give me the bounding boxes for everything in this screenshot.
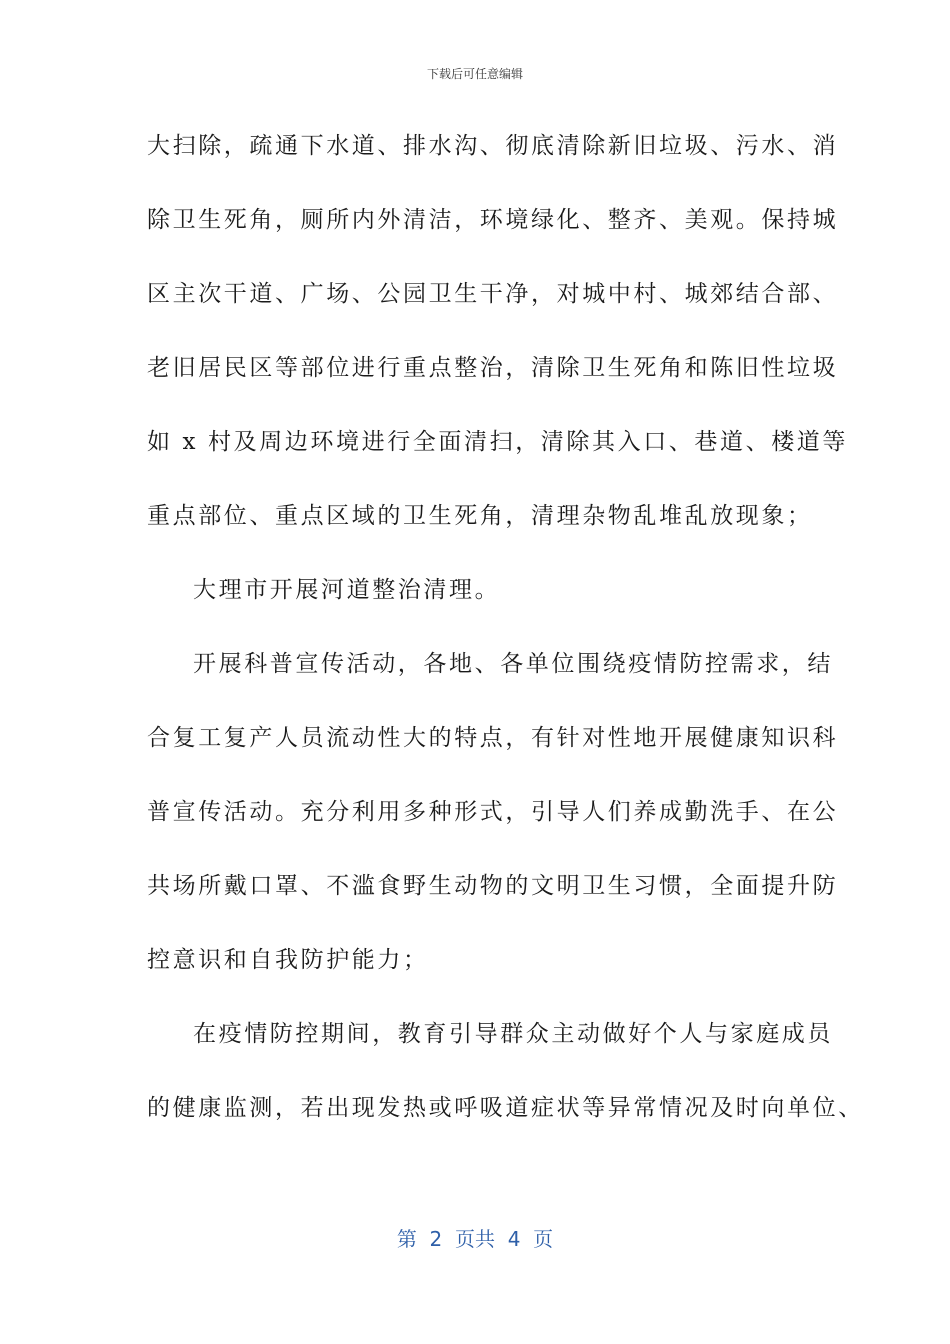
text-line: 区主次干道、广场、公园卫生干净，对城中村、城郊结合部、 bbox=[147, 281, 839, 307]
text-line: 如 x 村及周边环境进行全面清扫，清除其入口、巷道、楼道等 bbox=[147, 429, 848, 455]
text-line: 除卫生死角，厕所内外清洁，环境绿化、整齐、美观。保持城 bbox=[147, 207, 839, 233]
paragraph-start-line: 在疫情防控期间，教育引导群众主动做好个人与家庭成员 bbox=[193, 1021, 833, 1047]
text-line: 大扫除，疏通下水道、排水沟、彻底清除新旧垃圾、污水、消 bbox=[147, 133, 839, 159]
text-line: 共场所戴口罩、不滥食野生动物的文明卫生习惯，全面提升防 bbox=[147, 873, 839, 899]
paragraph-start-line: 大理市开展河道整治清理。 bbox=[193, 577, 501, 603]
header-note: 下载后可任意编辑 bbox=[426, 67, 523, 81]
text-line: 老旧居民区等部位进行重点整治，清除卫生死角和陈旧性垃圾 bbox=[147, 355, 839, 381]
text-line: 合复工复产人员流动性大的特点，有针对性地开展健康知识科 bbox=[147, 725, 839, 751]
text-line: 控意识和自我防护能力； bbox=[147, 947, 429, 973]
paragraph-start-line: 开展科普宣传活动，各地、各单位围绕疫情防控需求，结 bbox=[193, 651, 833, 677]
text-line: 的健康监测，若出现发热或呼吸道症状等异常情况及时向单位、 bbox=[147, 1095, 864, 1121]
page-number: 第 2 页共 4 页 bbox=[396, 1227, 554, 1251]
text-line: 重点部位、重点区域的卫生死角，清理杂物乱堆乱放现象； bbox=[147, 503, 813, 529]
document-body bbox=[147, 124, 864, 1160]
text-line: 普宣传活动。充分利用多种形式，引导人们养成勤洗手、在公 bbox=[147, 799, 839, 825]
